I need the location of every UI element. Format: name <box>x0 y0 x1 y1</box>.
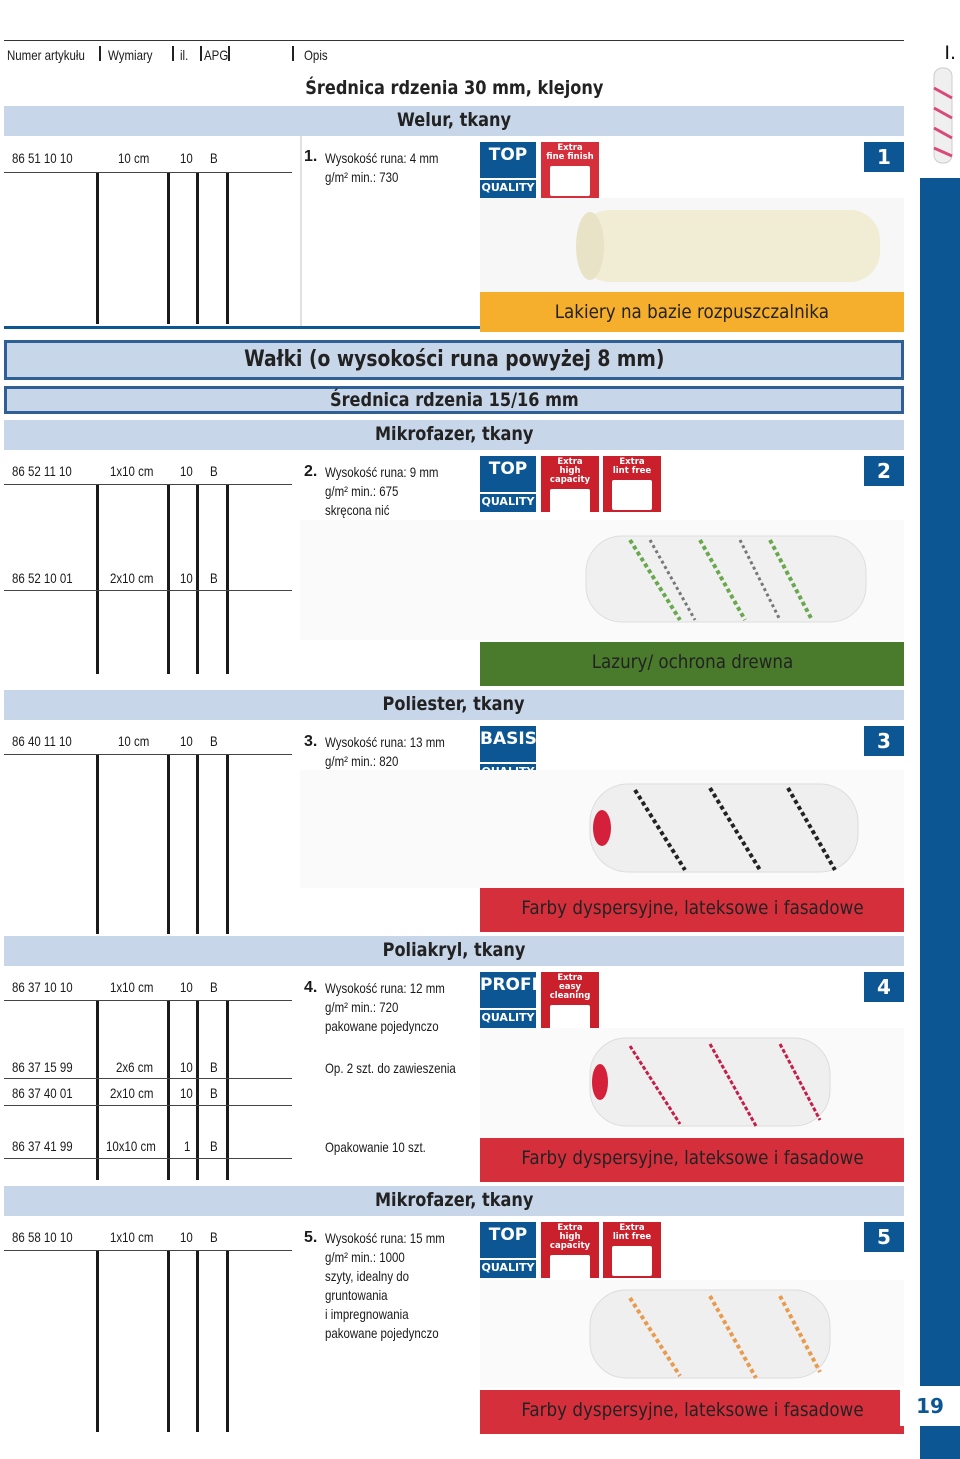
roller-image-microfiber <box>300 520 904 640</box>
package-note: Op. 2 szt. do zawieszenia <box>325 1060 456 1076</box>
section-tab-label: I. <box>944 42 956 64</box>
category-wood-stains: Lazury/ ochrona drewna <box>480 642 904 686</box>
category-solvent-lacquers: Lakiery na bazie rozpuszczalnika <box>480 292 904 332</box>
band-mikro-2: Mikrofazer, tkany <box>4 1186 904 1216</box>
profi-quality-logo: PROFI QUALITY <box>480 972 536 1028</box>
band-core-30: Średnica rdzenia 30 mm, klejony <box>4 74 904 102</box>
extra-fine-finish-logo: Extra fine finish <box>541 142 599 198</box>
col-il: il. <box>180 47 189 63</box>
roller-image-polyester <box>300 770 904 888</box>
item-description: Wysokość runa: 15 mm g/m² min.: 1000 szyty, idealny do gruntowania i impregnowania pakowane pojedynczo <box>325 1230 445 1341</box>
item-badge: 5 <box>864 1222 904 1252</box>
category-dispersion-paints: Farby dyspersyjne, lateksowe i fasadowe <box>480 1390 904 1434</box>
item-badge: 1 <box>864 142 904 172</box>
top-quality-logo: TOP QUALITY <box>480 456 536 512</box>
col-description: Opis <box>304 47 328 63</box>
band-mikro-1: Mikrofazer, tkany <box>4 420 904 450</box>
band-poliester: Poliester, tkany <box>4 690 904 720</box>
item-description: Wysokość runa: 12 mm g/m² min.: 720 pakowane pojedynczo <box>325 980 445 1034</box>
band-rollers-heading: Wałki (o wysokości runa powyżej 8 mm) <box>4 340 904 380</box>
category-dispersion-paints: Farby dyspersyjne, lateksowe i fasadowe <box>480 1138 904 1182</box>
item-number: 1. <box>304 148 318 165</box>
roller-image-velour <box>480 198 904 292</box>
item-number: 3. <box>304 733 318 750</box>
band-welur: Welur, tkany <box>4 106 904 136</box>
extra-high-capacity-logo: Extra high capacity <box>541 1222 599 1278</box>
extra-high-capacity-logo: Extra high capacity <box>541 456 599 512</box>
top-quality-logo: TOP QUALITY <box>480 1222 536 1278</box>
item-badge: 4 <box>864 972 904 1002</box>
column-header <box>4 40 904 62</box>
item-description: Wysokość runa: 13 mm g/m² min.: 820 <box>325 734 445 769</box>
item-badge: 3 <box>864 726 904 756</box>
extra-lint-free-logo: Extra lint free <box>603 456 661 512</box>
roller-image-polyacryl <box>480 1028 904 1138</box>
item-description: Wysokość runa: 9 mm g/m² min.: 675 skręcona nić <box>325 464 439 518</box>
extra-easy-cleaning-logo: Extra easy cleaning <box>541 972 599 1028</box>
side-tab-bar <box>920 0 960 1459</box>
page-number: 19 <box>900 1386 960 1426</box>
col-dimensions: Wymiary <box>108 47 153 63</box>
item-description: Wysokość runa: 4 mm g/m² min.: 730 <box>325 150 439 185</box>
extra-lint-free-logo: Extra lint free <box>603 1222 661 1278</box>
col-apg: APG <box>204 47 229 63</box>
band-poliakryl: Poliakryl, tkany <box>4 936 904 966</box>
item-number: 2. <box>304 463 318 480</box>
item-number: 4. <box>304 979 318 996</box>
roller-image-microfiber-2 <box>480 1280 904 1388</box>
band-core-1516: Średnica rdzenia 15/16 mm <box>4 386 904 414</box>
package-note: Opakowanie 10 szt. <box>325 1139 426 1155</box>
top-quality-logo: TOP QUALITY <box>480 142 536 198</box>
item-number: 5. <box>304 1229 318 1246</box>
item-badge: 2 <box>864 456 904 486</box>
category-dispersion-paints: Farby dyspersyjne, lateksowe i fasadowe <box>480 888 904 932</box>
basis-quality-logo: BASIS <box>480 726 536 782</box>
col-article: Numer artykułu <box>7 47 85 63</box>
tab-top-gap <box>920 0 960 38</box>
